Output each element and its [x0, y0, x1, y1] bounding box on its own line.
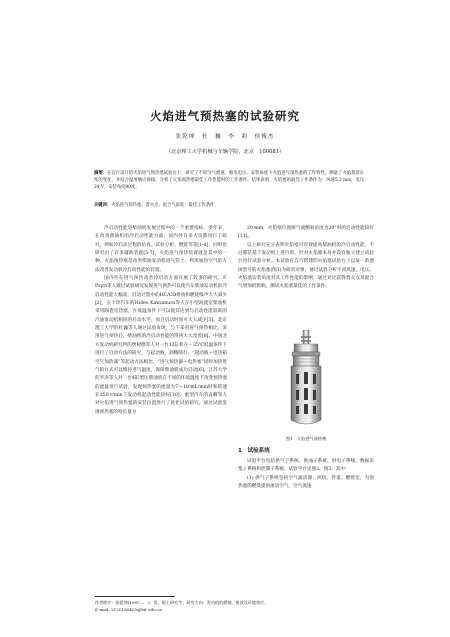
- abstract-text: 在自行设计的火焰进气预热塞试验台上，研究了不同空气流速、缩电电压、安装角度下火焰进气预热塞的工作特性，测量了火焰蔓延长度的变化，并结合温度响应曲线，分析了火焰预热塞最佳工作性能时的工作条件。结果表明，火焰塞的最佳工作条件为：风速5.2 m/s，电压24 V，安装角度90度。: [94, 171, 365, 191]
- footnote: [95, 600, 375, 613]
- left-paragraph-2: 国内外在进气预热改善冷启动方面开展了较多的研究，F. Payri等人通过试验研究发现进气预热可以使汽车柴油发动机的冷启动性能大幅高，启动过程中的HC/CO排放和燃烧噪声大大减少[2]，五十铃汽车的Hideo Kawamura等人在小型涡流室柴油机采用陶瓷电热塞，在低温条件下可以使其达到与启动性能较高的汽油发动机相同的启动水平，而且启动时间可大大减少[3]。北京理工大学的杜巍等人通过试验发现，与不采用进气预热相比，采用进气预热后，柴油机的冷启动性能的得到大大改善[8]。中国北方发动机研究所的贾树德等人对一台12缸机在－35℃低温条件下进行了启动方法的研究，与起动液、酒精喷灯、“超动液＋电热箱空气加热器”等起动方法相比，“进气预热器＋电热塞”同时加热进气的方式可以维持进气温度，保障柴油机成功启动[6]。江苏大学的罗涛等人对一台4缸增压柴油机在不同的环境温度下改变预热塞的流量进行试验，发现预热塞的流量为7～10 mL/min时和转速在250 r/min下发动机起动性能较好[10]。重型汽车的袁卿等人对火焰进气预热塞的安装位置进行了优化试验研究，通过试验发现预热塞的特长量为: [95, 276, 227, 415]
- figure-caption: 图1 火焰进气预热塞: [285, 436, 327, 441]
- abstract-label: 摘要：: [94, 171, 108, 176]
- paper-title: 火焰进气预热塞的试验研究: [150, 109, 300, 123]
- keywords: [94, 202, 364, 209]
- left-paragraph-1: 冷启动性能是柴油机发展过程中的一个重要指标，多年来，在改善柴油机的冷启动性能方面，国内外许多人员都进行了研究，例如冷启动过程的仿真、试验分析、燃烧等等[1-4]，同时也研究出了许多辅助装置[5-7]，火焰进气预热装置就是其中的一种。火焰预热塞是改善柴油发动机进气管上，利用加热空气的方法改善发动机冷启动性能的装置。: [95, 226, 227, 273]
- section-heading: 1 试验系统: [238, 448, 270, 454]
- right-paragraph-1: 20 mm，火焰塞位置喷气流侧斜角度为20°时的启动性能较好[11]。: [238, 226, 374, 240]
- section-paragraph-2: (1) 供气子系统包括空气滤清器、风机、管道、燃烧室，为预热塞的燃烧提供流动空气，空气流速: [238, 475, 374, 490]
- footnote-email: E-mail: 2120180405@bit.edu.cn: [95, 606, 162, 612]
- keywords-text: 火焰进气预热塞；着火点；混合气浓度；最佳工作条件: [111, 203, 215, 208]
- section-paragraph-1: 试验平台包括供气子系统、供油子系统、供电子系统、数据采集子系统和控制子系统，试验平台见图2、图3。其中：: [238, 459, 374, 473]
- section-body: [238, 458, 374, 491]
- glow-plug-figure: [276, 330, 336, 430]
- keywords-label: 关键词：: [94, 203, 112, 208]
- abstract: [94, 170, 364, 192]
- affiliation: （北京理工大学机械与车辆学院，北京 100081）: [165, 149, 285, 155]
- right-column: [238, 225, 374, 292]
- author-list: 张乾坤 杜 巍 李 莉 侯俊杰: [175, 134, 275, 140]
- right-paragraph-2: 以上研究充分表明火焰塞可有效提高柴油机的冷启动性能，不过都是基于发动机上进行的，针对火焰塞本身并没有独立建立试验台进行试验分析。本试验在自行搭建的火焰塞试验台上以某一款德国型号的火焰塞(图1)为研究对象，通过试验分析不同风速、电压、火焰塞安装角度对其工作性能的影响，通过对比获得着火点及混合气增加的影响，测试火焰塞最佳的工作条件。: [238, 242, 374, 290]
- footnote-author-bio: 作者简介：张乾坤(1997— )，男，硕士研究生；研究方向：发动机的燃烧、排放及环境效应。: [95, 600, 269, 605]
- left-column: [95, 225, 227, 417]
- footnote-rule: [95, 596, 175, 597]
